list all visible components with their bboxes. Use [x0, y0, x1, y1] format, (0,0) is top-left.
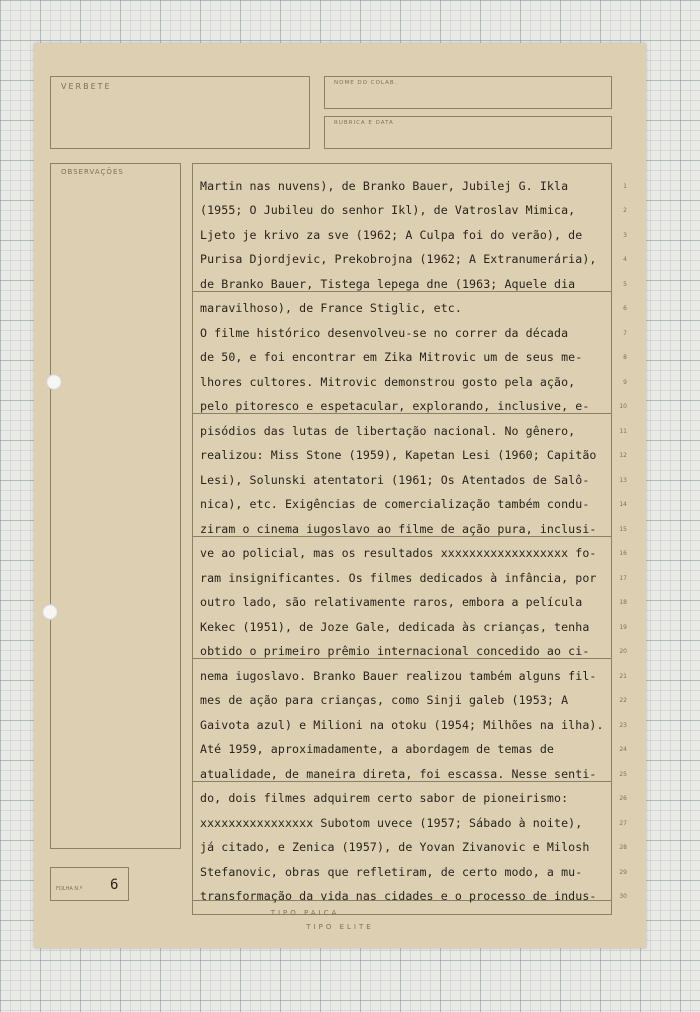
line-number: 17: [619, 575, 627, 582]
typed-line: Gaivota azul) e Milioni na otoku (1954; Milhões na ilha).: [200, 718, 604, 732]
typed-line: atualidade, de maneira direta, foi escassa. Nesse senti-: [200, 767, 597, 781]
line-number: 12: [619, 452, 627, 459]
typed-line: transformação da vida nas cidades e o processo de indus-: [200, 889, 597, 903]
line-number: 29: [619, 869, 627, 876]
line-number: 2: [623, 207, 627, 214]
line-number: 11: [619, 428, 627, 435]
rubrica-label: RUBRICA E DATA: [334, 120, 394, 126]
tipo-paica-label: TIPO PAICA: [270, 909, 340, 917]
punch-hole-bottom: [42, 604, 58, 620]
folha-number: 6: [110, 877, 119, 893]
typed-line: mes de ação para crianças, como Sinji galeb (1953; A: [200, 693, 569, 707]
folha-label: FOLHA N.º: [56, 886, 83, 892]
typed-line: O filme histórico desenvolveu-se no correr da década: [200, 326, 569, 340]
typed-line: Até 1959, aproximadamente, a abordagem de temas de: [200, 742, 555, 756]
line-number: 14: [619, 501, 627, 508]
line-number: 22: [619, 697, 627, 704]
typed-line: xxxxxxxxxxxxxxxx Subotom uvece (1957; Sábado à noite),: [200, 816, 583, 830]
typed-line: ve ao policial, mas os resultados xxxxxxxxxxxxxxxxxx fo-: [200, 546, 597, 560]
typed-line: outro lado, são relativamente raros, embora a película: [200, 595, 583, 609]
typed-line: (1955; O Jubileu do senhor Ikl), de Vatroslav Mimica,: [200, 203, 576, 217]
line-number: 20: [619, 648, 627, 655]
line-number: 4: [623, 256, 627, 263]
line-number: 23: [619, 722, 627, 729]
rule-line-5: [192, 291, 612, 292]
line-number: 7: [623, 330, 627, 337]
line-number: 16: [619, 550, 627, 557]
typed-line: maravilhoso), de France Stiglic, etc.: [200, 301, 462, 315]
line-number: 10: [619, 403, 627, 410]
observacoes-label: OBSERVAÇÕES: [61, 168, 124, 176]
line-number: 21: [619, 673, 627, 680]
rule-line-25: [192, 781, 612, 782]
typed-line: já citado, e Zenica (1957), de Yovan Zivanovic e Milosh: [200, 840, 590, 854]
typed-line: pisódios das lutas de libertação nacional. No gênero,: [200, 424, 576, 438]
nome-colab-label: NOME DO COLAB.: [334, 80, 398, 86]
typed-line: Kekec (1951), de Joze Gale, dedicada às crianças, tenha: [200, 620, 590, 634]
typed-line: Purisa Djordjevic, Prekobrojna (1962; A Extranumerária),: [200, 252, 597, 266]
typewritten-form-sheet: [34, 43, 646, 948]
line-number: 19: [619, 624, 627, 631]
line-number: 26: [619, 795, 627, 802]
rule-line-15: [192, 536, 612, 537]
line-number: 27: [619, 820, 627, 827]
verbete-label: VERBETE: [61, 82, 112, 91]
punch-hole-top: [46, 374, 62, 390]
typed-line: nica), etc. Exigências de comercialização também condu-: [200, 497, 590, 511]
line-number: 6: [623, 305, 627, 312]
line-number: 24: [619, 746, 627, 753]
typed-line: Martin nas nuvens), de Branko Bauer, Jubilej G. Ikla: [200, 179, 569, 193]
typed-line: do, dois filmes adquirem certo sabor de pioneirismo:: [200, 791, 569, 805]
typed-line: realizou: Miss Stone (1959), Kapetan Lesi (1960; Capitão: [200, 448, 597, 462]
typed-line: Ljeto je krivo za sve (1962; A Culpa foi do verão), de: [200, 228, 583, 242]
line-number: 9: [623, 379, 627, 386]
line-number: 15: [619, 526, 627, 533]
rule-line-20: [192, 658, 612, 659]
line-number: 3: [623, 232, 627, 239]
typed-line: de 50, e foi encontrar em Zika Mitrovic um de seus me-: [200, 350, 583, 364]
typed-line: ram insignificantes. Os filmes dedicados à infância, por: [200, 571, 597, 585]
typed-line: pelo pitoresco e espetacular, explorando, inclusive, e-: [200, 399, 590, 413]
typed-line: ziram o cinema iugoslavo ao filme de ação pura, inclusi-: [200, 522, 597, 536]
typed-line: nema iugoslavo. Branko Bauer realizou também alguns fil-: [200, 669, 597, 683]
line-number: 30: [619, 893, 627, 900]
line-number: 25: [619, 771, 627, 778]
line-number: 28: [619, 844, 627, 851]
line-number: 13: [619, 477, 627, 484]
line-number: 18: [619, 599, 627, 606]
typed-line: Lesi), Solunski atentatori (1961; Os Atentados de Salô-: [200, 473, 590, 487]
rule-line-10: [192, 413, 612, 414]
typed-line: de Branko Bauer, Tistega lepega dne (1963; Aquele dia: [200, 277, 576, 291]
observacoes-box: [50, 163, 181, 849]
tipo-elite-label: TIPO ELITE: [306, 923, 374, 931]
typed-line: obtido o primeiro prêmio internacional concedido ao ci-: [200, 644, 590, 658]
line-number: 5: [623, 281, 627, 288]
typed-line: Stefanovic, obras que refletiram, de certo modo, a mu-: [200, 865, 583, 879]
line-number: 1: [623, 183, 627, 190]
typed-line: lhores cultores. Mitrovic demonstrou gosto pela ação,: [200, 375, 576, 389]
line-number: 8: [623, 354, 627, 361]
